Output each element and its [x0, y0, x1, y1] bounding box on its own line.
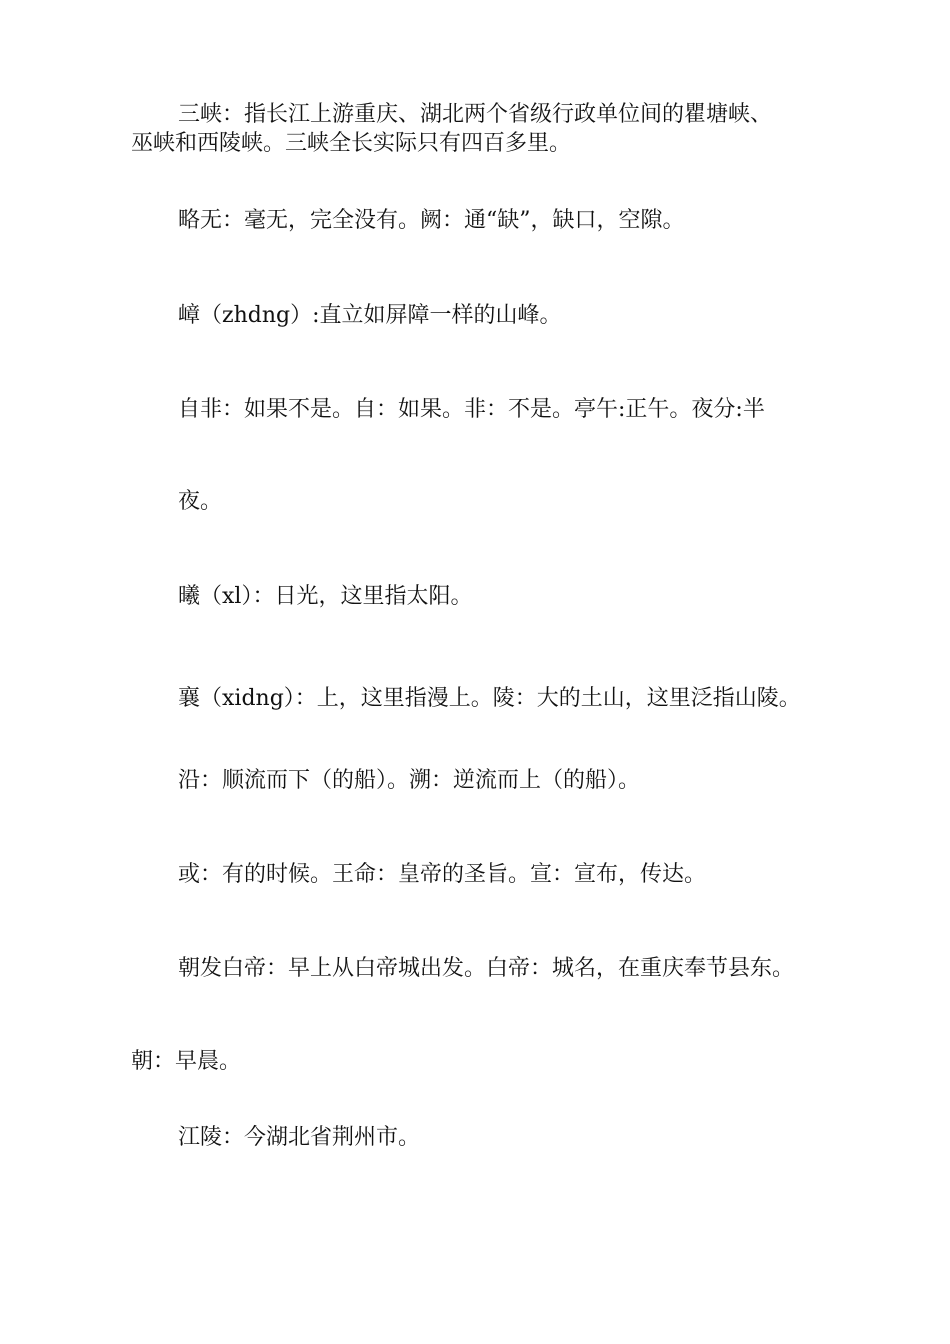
text-line-sanxia-cont: 巫峡和西陵峡。三峡全长实际只有四百多里。: [131, 131, 572, 156]
text-line-jiangling: 江陵：今湖北省荆州市。: [178, 1125, 421, 1150]
text-line-lüewu: 略无：毫无，完全没有。阙：通“缺”，缺口，空隙。: [178, 208, 685, 233]
text-line-zhaofa: 朝发白帝：早上从白帝城出发。白帝：城名，在重庆奉节县东。: [178, 956, 795, 981]
text-line-xiang: 襄（xidng）：上，这里指漫上。陵：大的土山，这里泛指山陵。: [178, 686, 801, 711]
text-line-yan: 沿：顺流而下（的船）。溯：逆流而上（的船）。: [178, 768, 641, 793]
text-line-sanxia: 三峡：指长江上游重庆、湖北两个省级行政单位间的瞿塘峡、: [178, 102, 773, 127]
text-line-zhao: 朝：早晨。: [131, 1049, 242, 1074]
text-line-zhang: 嶂（zhdng）:直立如屏障一样的山峰。: [178, 303, 562, 328]
text-line-xi: 曦（xl）：日光，这里指太阳。: [178, 584, 473, 609]
text-line-huo: 或：有的时候。王命：皇帝的圣旨。宣：宣布，传达。: [178, 862, 707, 887]
text-line-zifei: 自非：如果不是。自：如果。非：不是。亭午:正午。夜分:半: [178, 397, 765, 422]
text-line-zifei-cont: 夜。: [178, 489, 223, 514]
